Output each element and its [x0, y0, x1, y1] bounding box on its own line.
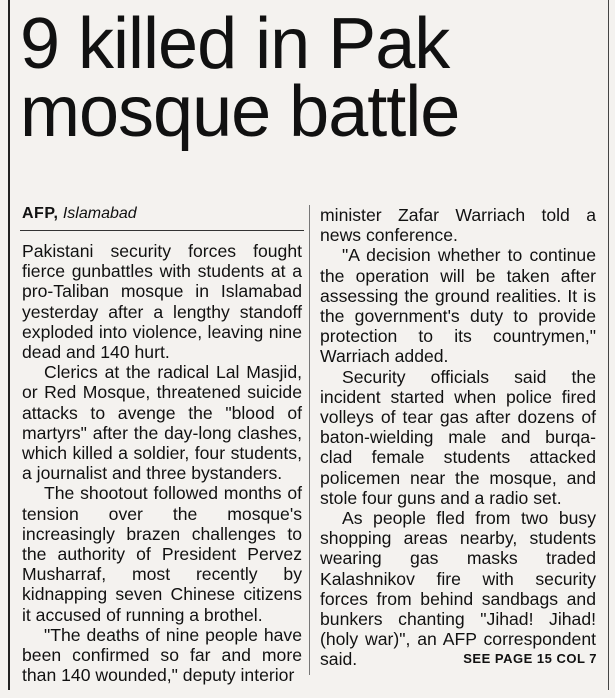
paragraph: As people fled from two busy shopping areas nearby, students wearing gas masks traded Kalashnikov fire with security forces from behind sandbags and bunkers chanting "Jihad! Jihad! (holy war)", an AFP correspondent said. — [320, 508, 596, 670]
left-border-rule — [8, 0, 10, 690]
article-column-right — [320, 205, 596, 670]
paragraph: Clerics at the radical Lal Masjid, or Red Mosque, threatened suicide attacks to avenge the "blood of martyrs" after the day-long clashes, which killed a soldier, four students, a journalist and three bystanders. — [22, 362, 302, 484]
byline-divider — [20, 230, 304, 231]
column-divider — [309, 205, 310, 675]
paragraph: Security officials said the incident started when police fired volleys of tear gas after dozens of baton-wielding male and burqa-clad female students attacked policemen near the mosque, and stole four guns and a radio set. — [320, 366, 596, 508]
headline — [20, 4, 460, 152]
paragraph: Pakistani security forces fought fierce gunbattles with students at a pro-Taliban mosque in Islamabad yesterday after a lengthy standoff exploded into violence, leaving nine dead and 140 hurt. — [22, 241, 302, 363]
continued-jump-line: SEE PAGE 15 COL 7 — [463, 651, 597, 666]
paragraph: "The deaths of nine people have been confirmed so far and more than 140 wounded," deputy interior — [22, 624, 302, 686]
byline-place: Islamabad — [62, 205, 137, 222]
article-column-left — [22, 241, 302, 685]
headline-line-1: 9 killed in Pak — [20, 4, 450, 84]
paragraph: minister Zafar Warriach told a news conference. — [320, 205, 596, 246]
paragraph: "A decision whether to continue the operation will be taken after assessing the ground realities. It is the government's duty to provide protection to its countrymen," Warriach added. — [320, 245, 596, 367]
byline-agency: AFP, — [22, 205, 59, 222]
headline-line-2: mosque battle — [20, 72, 460, 152]
paragraph: The shootout followed months of tension over the mosque's increasingly brazen challenges to the authority of President Pervez Musharraf, most recently by kidnapping seven Chinese citizens it accused of running a brothel. — [22, 483, 302, 625]
right-border-rule — [608, 0, 609, 690]
byline — [22, 205, 137, 223]
